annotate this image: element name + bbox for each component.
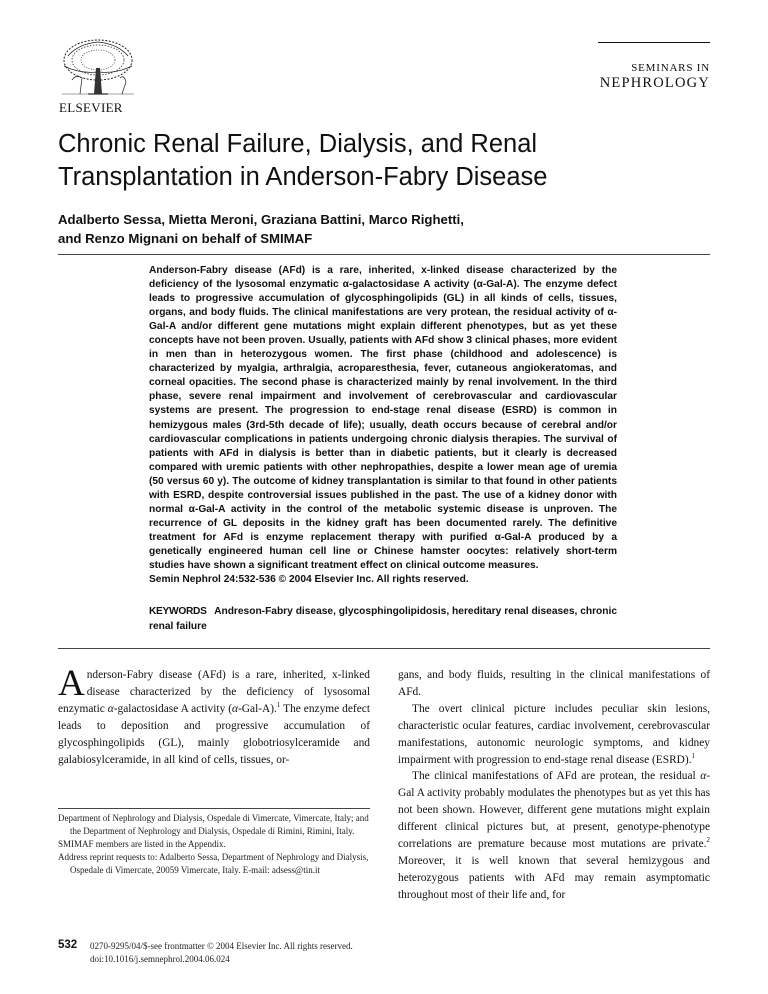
reference-marker[interactable]: 2: [706, 836, 710, 845]
alpha-symbol: α: [232, 702, 238, 715]
paragraph-continued: gans, and body fluids, resulting in the clinical manifestations of AFd.: [398, 669, 710, 698]
header-rule: [598, 42, 710, 43]
manifestations-text-c: Moreover, it is well known that several hemizygous and heterozygous patients with AFd may remain asymptomatic throughout most of their life and, for: [398, 854, 710, 901]
paragraph-manifestations: [398, 768, 710, 903]
footnote-divider: [58, 808, 370, 809]
keywords-label: KEYWORDS: [149, 606, 207, 617]
abstract-divider: [58, 648, 710, 649]
intro-paragraph: [58, 663, 370, 768]
body-column-left: [58, 663, 370, 768]
publisher-name: ELSEVIER: [59, 100, 123, 115]
keywords: [149, 605, 617, 634]
article-title: [58, 128, 718, 194]
title-line1: Chronic Renal Failure, Dialysis, and Renal: [58, 130, 538, 158]
intro-text-d: The enzyme defect leads to deposition and progressive accumulation of glycosphingolipids (GL), mainly globotriosylceramide and galabiosylceramide, in all kind of cells, tissues, or-: [58, 702, 370, 766]
authors-line1: Adalberto Sessa, Mietta Meroni, Graziana Battini, Marco Righetti,: [58, 212, 464, 227]
abstract-citation: Semin Nephrol 24:532-536 © 2004 Elsevier Inc. All rights reserved.: [149, 574, 469, 586]
issn-line: 0270-9295/04/$-see frontmatter © 2004 Elsevier Inc. All rights reserved.: [90, 941, 353, 951]
title-line2: Transplantation in Anderson-Fabry Disease: [58, 163, 548, 191]
author-list: [58, 211, 718, 248]
body-column-right: [398, 667, 710, 904]
reference-marker[interactable]: 1: [276, 701, 281, 710]
page-number: 532: [58, 939, 78, 951]
elsevier-tree-logo: [58, 38, 138, 98]
alpha-symbol: α: [107, 702, 114, 715]
journal-line1: SEMINARS IN: [631, 62, 710, 74]
keywords-text: Andreson-Fabry disease, glycosphingolipidosis, hereditary renal diseases, chronic renal failure: [149, 606, 618, 632]
abstract-text: Anderson-Fabry disease (AFd) is a rare, inherited, x-linked disease characterized by the deficiency of the lysosomal enzymatic α-galactosidase A activity (α-Gal-A). The enzyme defect leads to progressive accumulation of glycosphingolipids (GL) in all kinds of cells, tissues, organs, and body fluids. The clinical manifestations are very protean, the residual activity of α-Gal-A and/or different gene mutations might explain different phenotypes, but as yet these concepts have not been proven. Usually, patients with AFd show 3 clinical phases, more evident in men than in heterozygous women. The first phase (childhood and adolescence) is characterized by myalgia, arthralgia, acroparesthesia, fever, cutaneous angiokeratomas, and corneal opacities. The second phase is characterized mainly by renal involvement. In the third phase, severe renal impairment and involvement of cerebrovascular and cardiovascular systems are present. The progression to end-stage renal disease (ESRD) is common in hemizygous males (3rd-5th decade of life); usually, death occurs because of cerebral and/or cardiovascular complications in patients undergoing chronic dialysis therapies. The survival of patients with AFd in dialysis is better than in diabetic patients, but it clearly is decreased compared with uremic patients with other nephropathies, despite a lower mean age of uremia (50 versus 60 y). The outcome of kidney transplantation is similar to that found in other patients with ESRD, despite controversial issues published in the past. The use of a kidney donor with normal α-Gal-A activity in the control of the metabolic systemic disease is unproven. The recurrence of GL deposits in the kidney graft has been documented rarely. The definitive treatment for AFd is enzyme replacement therapy with purified α-Gal-A produced by a genetically engineered human cell line or Chinese hamster oocytes: relatively short-term studies have shown a significant treatment effect on clinical outcome measures.: [149, 265, 617, 571]
clinical-picture-text: The overt clinical picture includes peculiar skin lesions, characteristic ocular features, cardiac involvement, cerebrovascular manifestations, autonomic neurologic symptoms, and kidney impairment with progression to end-stage renal disease (ESRD).: [398, 702, 710, 766]
footnote-members: SMIMAF members are listed in the Appendix.: [58, 839, 226, 849]
intro-text-a: nderson-Fabry disease (AFd) is a rare, inherited, x-linked disease characterized by the deficiency of lysosomal enzymatic: [58, 669, 370, 715]
intro-text-c: -Gal-A).: [238, 702, 277, 715]
title-divider: [58, 254, 710, 255]
paragraph-clinical-picture: [398, 701, 710, 769]
journal-line2: NEPHROLOGY: [599, 75, 710, 91]
drop-cap: A: [58, 663, 85, 704]
tree-icon: [58, 38, 138, 98]
reference-marker[interactable]: 1: [691, 751, 696, 760]
manifestations-text-a: The clinical manifestations of AFd are protean, the residual: [412, 770, 701, 783]
manifestations-text-b: -Gal A activity probably modulates the phenotypes but as yet this has not been shown. However, different gene mutations might explain different clinical pictures but, at present, genotype-phenotype correlations are premature because most mutations are private.: [398, 770, 710, 851]
issn-doi: [90, 940, 353, 966]
alpha-symbol: α: [700, 770, 707, 783]
footnotes: [58, 812, 370, 877]
footnote-affiliation: Department of Nephrology and Dialysis, Ospedale di Vimercate, Vimercate, Italy; and the Department of Nephrology and Dialysis, Ospedale di Rimini, Rimini, Italy.: [58, 813, 369, 836]
journal-masthead: [600, 62, 710, 92]
abstract: [149, 264, 617, 587]
footnote-address: Address reprint requests to: Adalberto Sessa, Department of Nephrology and Dialysis, Ospedale di Vimercate, 20059 Vimercate, Italy. E-mail: adsess@tin.it: [58, 852, 369, 875]
authors-line2: and Renzo Mignani on behalf of SMIMAF: [58, 230, 313, 246]
intro-text-b: -galactosidase A activity (: [113, 702, 233, 715]
doi-line[interactable]: doi:10.1016/j.semnephrol.2004.06.024: [90, 954, 230, 964]
